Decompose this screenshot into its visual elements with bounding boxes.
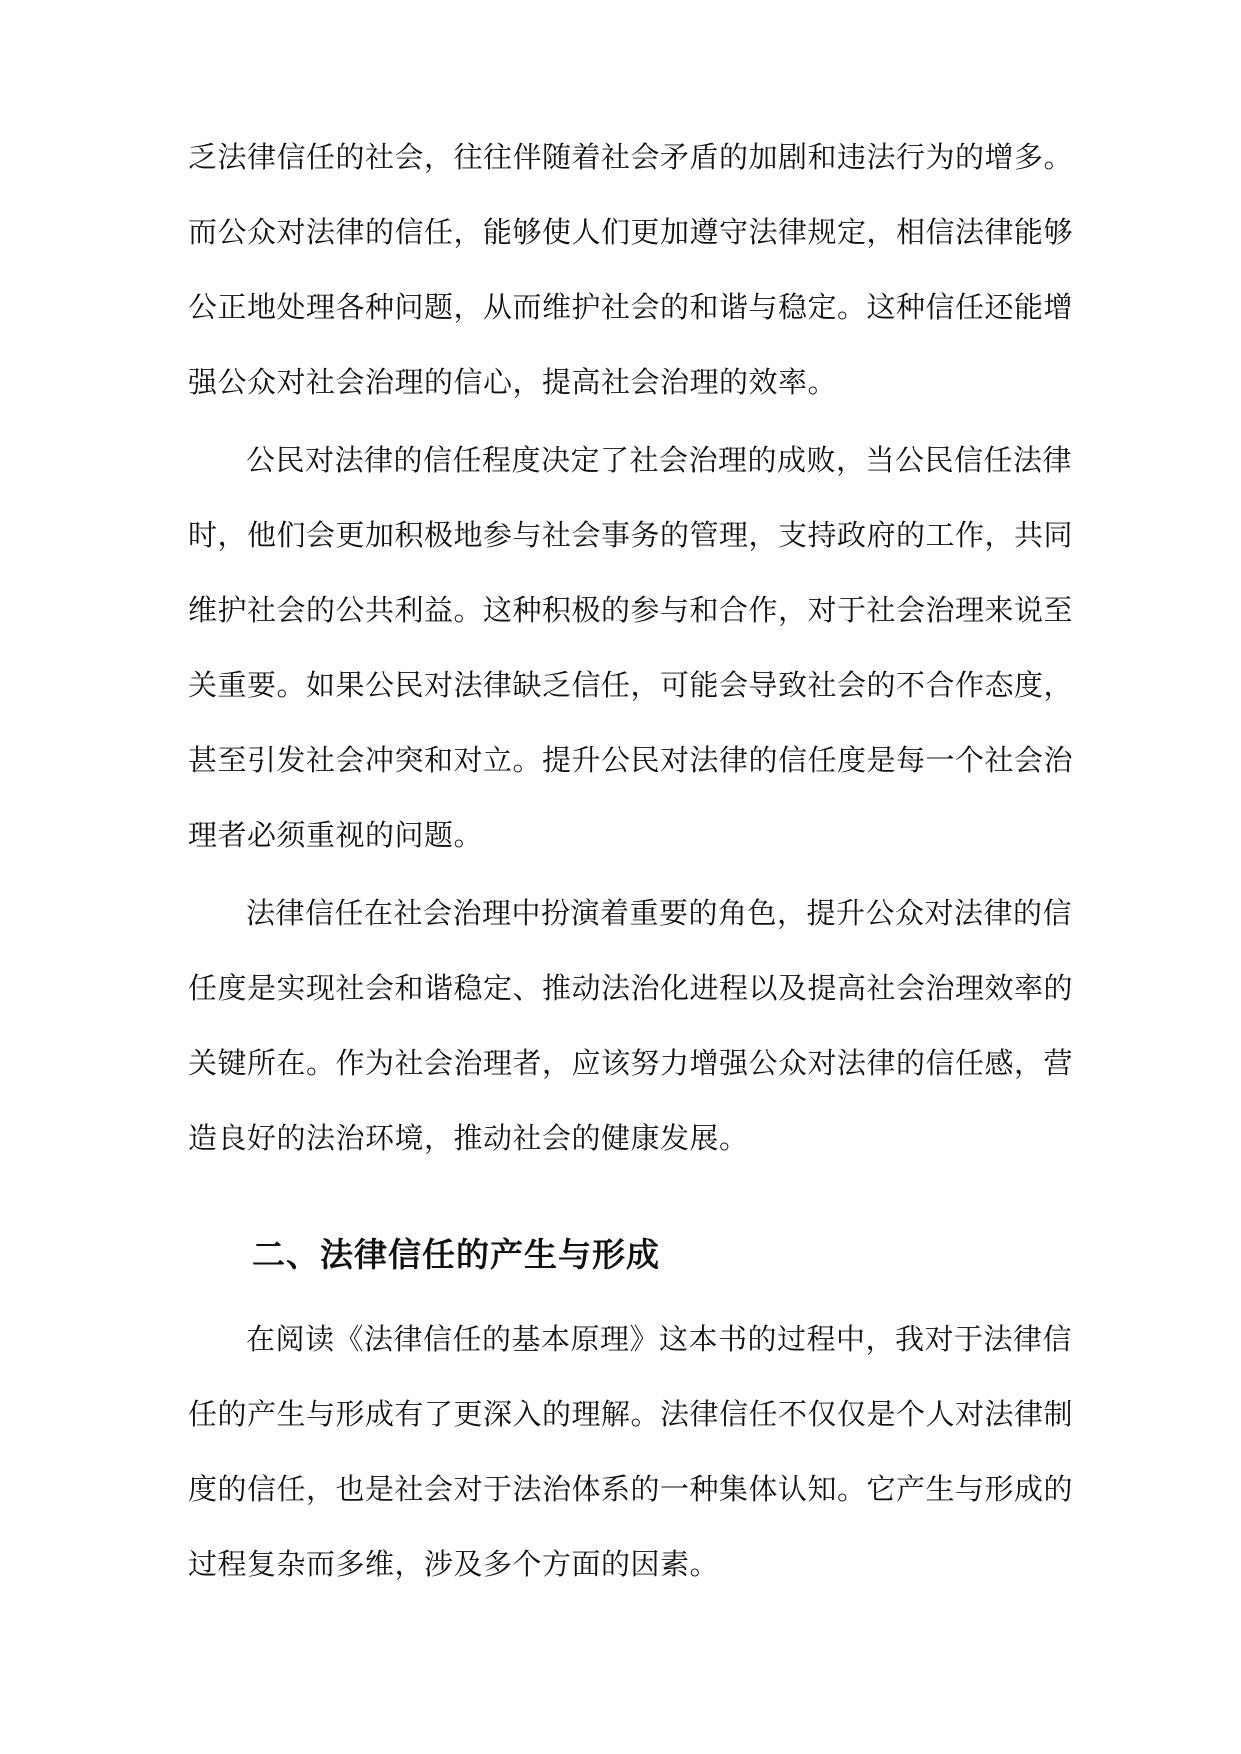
section-paragraph-line-3: 度的信任，也是社会对于法治体系的一种集体认知。它产生与形成的 [188,1472,1074,1506]
paragraph-2-line-6: 理者必须重视的问题。 [188,818,484,852]
paragraph-1-line-3: 公正地处理各种问题，从而维护社会的和谐与稳定。这种信任还能增 [188,290,1074,324]
paragraph-2-line-3: 维护社会的公共利益。这种积极的参与和合作，对于社会治理来说至 [188,593,1074,627]
paragraph-2-line-1: 公民对法律的信任程度决定了社会治理的成败，当公民信任法律 [246,443,1073,477]
paragraph-1-line-1: 乏法律信任的社会，往往伴随着社会矛盾的加剧和违法行为的增多。 [188,140,1074,174]
section-paragraph-line-4: 过程复杂而多维，涉及多个方面的因素。 [188,1547,720,1581]
section-paragraph-line-2: 任的产生与形成有了更深入的理解。法律信任不仅仅是个人对法律制 [188,1397,1074,1431]
paragraph-3-line-4: 造良好的法治环境，推动社会的健康发展。 [188,1121,749,1155]
paragraph-2-line-5: 甚至引发社会冲突和对立。提升公民对法律的信任度是每一个社会治 [188,743,1074,777]
section-paragraph-line-1: 在阅读《法律信任的基本原理》这本书的过程中，我对于法律信 [246,1322,1073,1356]
paragraph-2-line-4: 关重要。如果公民对法律缺乏信任，可能会导致社会的不合作态度， [188,668,1074,702]
paragraph-1-line-4: 强公众对社会治理的信心，提高社会治理的效率。 [188,365,838,399]
paragraph-1-line-2: 而公众对法律的信任，能够使人们更加遵守法律规定，相信法律能够 [188,215,1074,249]
paragraph-3-line-1: 法律信任在社会治理中扮演着重要的角色，提升公众对法律的信 [246,896,1073,930]
paragraph-3-line-3: 关键所在。作为社会治理者，应该努力增强公众对法律的信任感，营 [188,1046,1074,1080]
paragraph-2-line-2: 时，他们会更加积极地参与社会事务的管理，支持政府的工作，共同 [188,518,1074,552]
section-heading: 二、法律信任的产生与形成 [252,1235,660,1274]
paragraph-3-line-2: 任度是实现社会和谐稳定、推动法治化进程以及提高社会治理效率的 [188,971,1074,1005]
